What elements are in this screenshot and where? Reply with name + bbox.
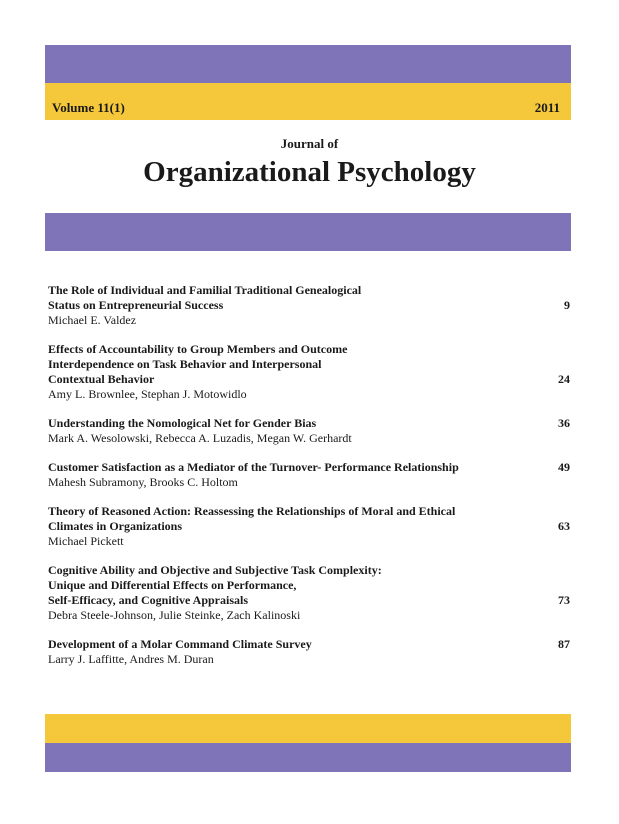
toc-entry — [48, 637, 570, 667]
article-authors: Mark A. Wesolowski, Rebecca A. Luzadis, Megan W. Gerhardt — [48, 431, 352, 445]
page-number: 87 — [558, 637, 570, 651]
page-number: 24 — [558, 372, 570, 386]
article-title-line: Climates in Organizations — [48, 519, 182, 533]
article-title-line: Contextual Behavior — [48, 372, 155, 386]
toc-entry — [48, 283, 570, 328]
volume-label: Volume 11(1) — [52, 100, 125, 115]
toc-entry — [48, 416, 570, 446]
article-title-line: Status on Entrepreneurial Success — [48, 298, 224, 312]
journal-title: Organizational Psychology — [143, 156, 476, 188]
article-authors: Michael E. Valdez — [48, 313, 137, 327]
article-title — [48, 283, 528, 313]
article-title-line: The Role of Individual and Familial Traditional Genealogical — [48, 283, 362, 297]
article-title-line: Customer Satisfaction as a Mediator of the Turnover- Performance Relationship — [48, 460, 459, 474]
article-authors: Debra Steele-Johnson, Julie Steinke, Zach Kalinoski — [48, 608, 301, 622]
page-number: 9 — [564, 298, 570, 312]
article-title — [48, 342, 528, 387]
article-title — [48, 504, 528, 534]
bottom-purple-band — [45, 743, 571, 772]
article-title-line: Effects of Accountability to Group Members and Outcome — [48, 342, 348, 356]
article-authors: Mahesh Subramony, Brooks C. Holtom — [48, 475, 238, 489]
article-title — [48, 460, 528, 475]
page-number: 36 — [558, 416, 570, 430]
article-authors: Amy L. Brownlee, Stephan J. Motowidlo — [48, 387, 247, 401]
toc-entry — [48, 460, 570, 490]
journal-of-label: Journal of — [280, 136, 339, 151]
page-number: 63 — [558, 519, 570, 533]
article-title — [48, 637, 528, 652]
page-number: 49 — [558, 460, 570, 474]
page-number: 73 — [558, 593, 570, 607]
article-authors: Larry J. Laffitte, Andres M. Duran — [48, 652, 214, 666]
article-title-line: Understanding the Nomological Net for Gender Bias — [48, 416, 317, 430]
article-title-line: Self-Efficacy, and Cognitive Appraisals — [48, 593, 249, 607]
middle-purple-band — [45, 213, 571, 251]
article-title-line: Cognitive Ability and Objective and Subjective Task Complexity: — [48, 563, 382, 577]
toc-entry — [48, 504, 570, 549]
article-title — [48, 416, 528, 431]
table-of-contents — [48, 283, 570, 681]
toc-entry — [48, 563, 570, 623]
toc-entry — [48, 342, 570, 402]
article-authors: Michael Pickett — [48, 534, 124, 548]
article-title-line: Interdependence on Task Behavior and Interpersonal — [48, 357, 322, 371]
bottom-gold-band — [45, 714, 571, 743]
top-purple-band — [45, 45, 571, 83]
article-title-line: Unique and Differential Effects on Performance, — [48, 578, 297, 592]
year-label: 2011 — [534, 100, 560, 115]
article-title — [48, 563, 528, 608]
article-title-line: Development of a Molar Command Climate Survey — [48, 637, 312, 651]
article-title-line: Theory of Reasoned Action: Reassessing the Relationships of Moral and Ethical — [48, 504, 456, 518]
